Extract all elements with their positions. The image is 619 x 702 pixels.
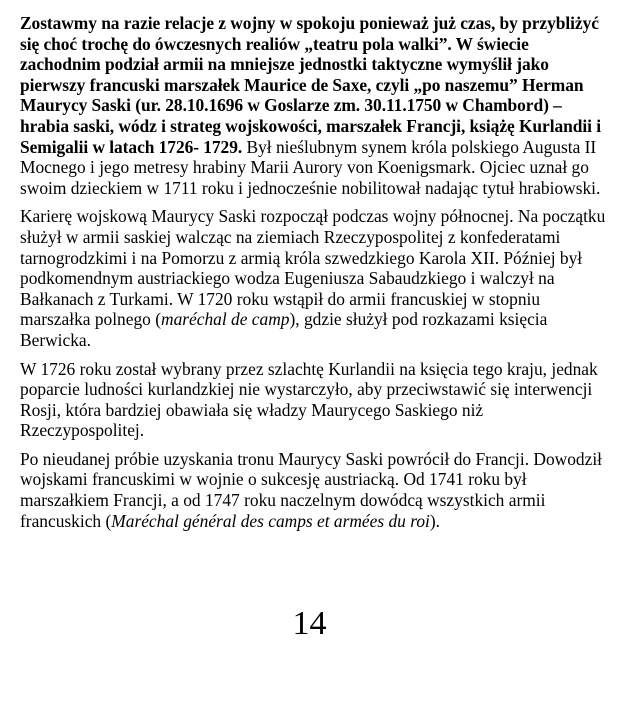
paragraph-4-text-end: ). [429,510,441,531]
paragraph-2-text-end: ), gdzie służył pod rozkazami księcia Berwicka. [20,309,548,350]
paragraph-3-text: W 1726 roku został wybrany przez szlachtę Kurlandii na księcia tego kraju, jednak poparcie ludności kurlandzkiej nie wystarczyło, aby przeciwstawić się interwencji Rosji, która bardziej obawiała się władzy Maurycego Saskiego niż Rzeczypospolitej. [20,358,598,441]
paragraph-4-text-start: Po nieudanej próbie uzyskania tronu Maurycy Saski powrócił do Francji. Dowodził wojskami francuskimi w wojnie o sukcesję austriacką. Od 1741 roku był marszałkiem Francji, a od 1747 roku naczelnym dowódcą wszystkich armii francuskich ( [20,448,602,531]
paragraph-1-bold-text: Zostawmy na razie relacje z wojny w spokoju ponieważ już czas, by przybliżyć się choć trochę do ówczesnych realiów „teatru pola walki”. W świecie zachodnim podział armii na mniejsze jednostki taktyczne wymyślił jako pierwszy francuski marszałek Maurice de Saxe, czyli „po naszemu” Herman Maurycy Saski (ur. 28.10.1696 w Goslarze zm. 30.11.1750 w Chambord) – hrabia saski, wódz i strateg wojskowości, marszałek Francji, książę Kurlandii i Semigalii w latach 1726- 1729. [20,13,602,157]
page-number: 14 [292,605,327,642]
paragraph-2-text-start: Karierę wojskową Maurycy Saski rozpoczął podczas wojny północnej. Na początku służył w armii saskiej walcząc na ziemiach Rzeczypospolitej z konfederatami tarnogrodzkimi i na Pomorzu z armią króla szwedzkiego Karola XII. Później był podkomendnym austriackiego wodza Eugeniusza Sabaudzkiego i walczył na Bałkanach z Turkami. W 1720 roku wstąpił do armii francuskiej w stopniu marszałka polnego ( [20,206,606,330]
paragraph-1-plain-text: Był nieślubnym synem króla polskiego Augusta II Mocnego i jego metresy hrabiny Marii Aurory von Koenigsmark. Ojciec uznał go swoim dzieckiem w 1711 roku i jednocześnie nobilitował nadając tytuł hrabiowski. [20,136,601,198]
document-page [20,13,608,531]
paragraph-4 [20,449,608,531]
paragraph-1 [20,13,608,198]
paragraph-2 [20,206,608,350]
paragraph-2-italic-term: maréchal de camp [161,309,290,330]
paragraph-4-italic-title: Maréchal général des camps et armées du roi [111,510,430,531]
paragraph-3 [20,359,608,441]
